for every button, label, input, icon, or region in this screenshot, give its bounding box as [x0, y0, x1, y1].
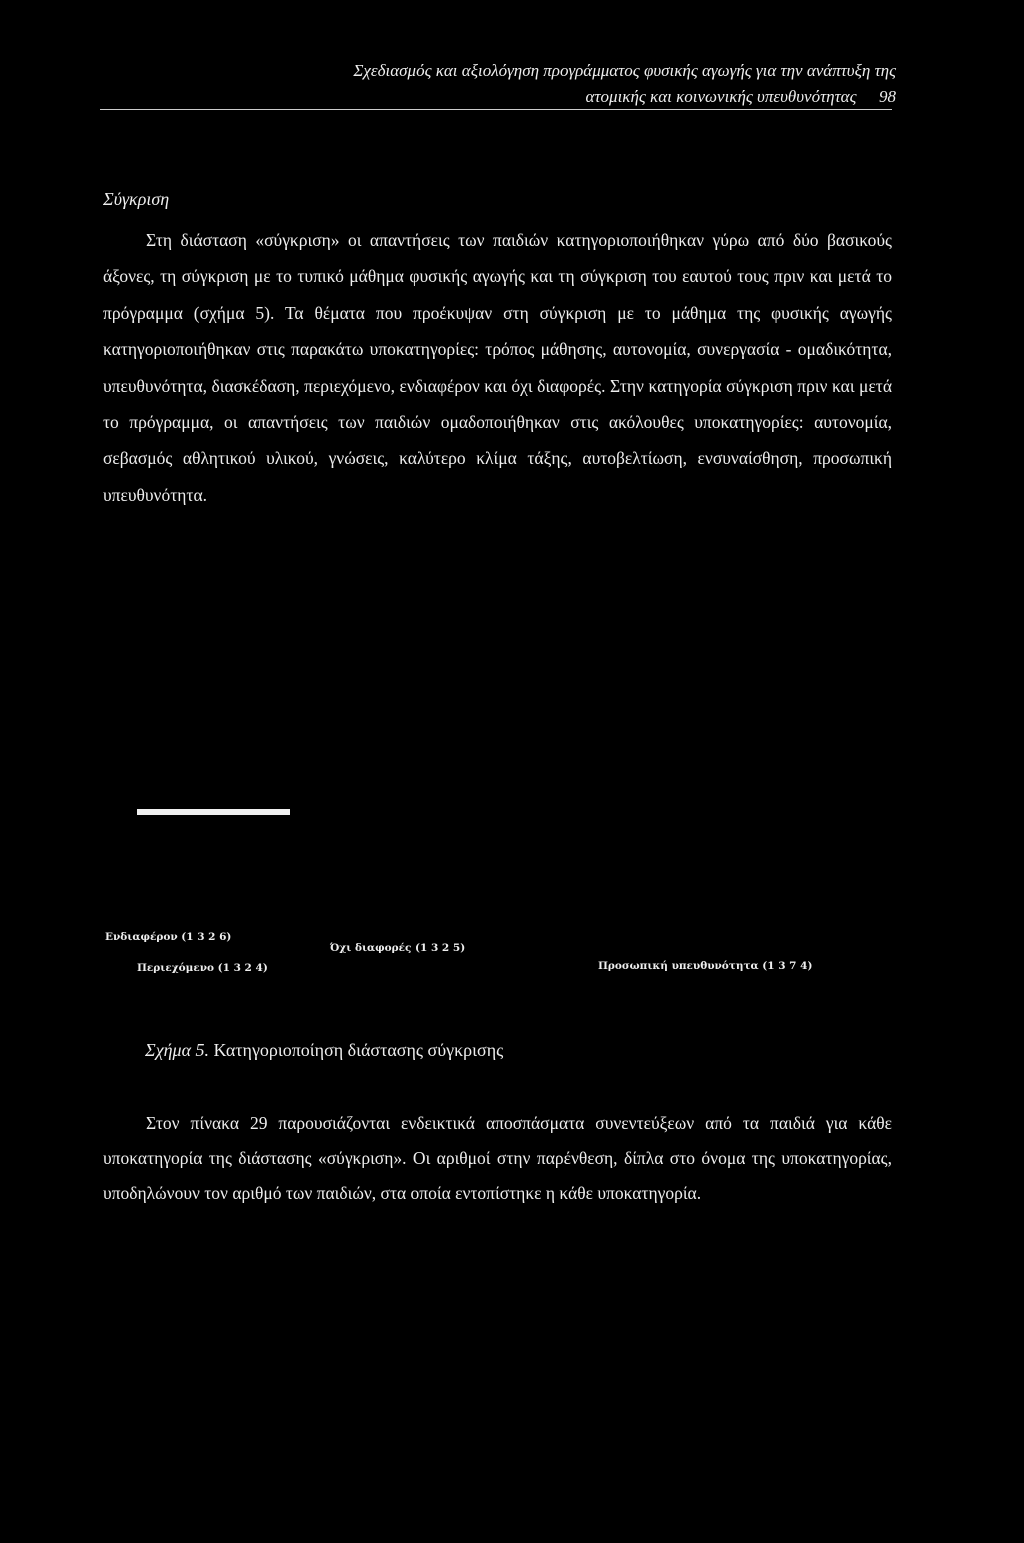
figure-bar — [137, 809, 290, 815]
figure-label-no-differences: Όχι διαφορές (1 3 2 5) — [330, 942, 466, 954]
page-number: 98 — [879, 87, 896, 106]
figure-label-personal-responsibility: Προσωπική υπευθυνότητα (1 3 7 4) — [598, 960, 813, 972]
figure-label-interest: Ενδιαφέρον (1 3 2 6) — [105, 931, 232, 943]
running-header — [100, 58, 896, 110]
section-heading: Σύγκριση — [103, 189, 170, 209]
figure-5-diagram — [100, 800, 900, 1000]
paragraph-table-29-intro: Στον πίνακα 29 παρουσιάζονται ενδεικτικά αποσπάσματα συνεντεύξεων από τα παιδιά για κάθε υποκατηγορία της διάστασης «σύγκριση». Οι αριθμοί στην παρένθεση, δίπλα στο όνομα της υποκατηγορίας, υποδηλώνουν τον αριθμό των παιδιών, στα οποία εντοπίστηκε η κάθε υποκατηγορία. — [103, 1113, 892, 1203]
figure-caption — [145, 1040, 503, 1061]
running-header-title: Σχεδιασμός και αξιολόγηση προγράμματος φυσικής αγωγής για την ανάπτυξη της — [353, 61, 896, 80]
header-rule — [100, 109, 892, 110]
running-header-subtitle-text: ατομικής και κοινωνικής υπευθυνότητας — [585, 87, 857, 106]
figure-caption-number: Σχήμα 5. — [145, 1040, 210, 1060]
figure-caption-text: Κατηγοριοποίηση διάστασης σύγκρισης — [209, 1040, 504, 1060]
running-header-subtitle — [100, 84, 896, 110]
figure-label-content: Περιεχόμενο (1 3 2 4) — [137, 962, 268, 974]
paragraph-comparison-categories: Στη διάσταση «σύγκριση» οι απαντήσεις των παιδιών κατηγοριοποιήθηκαν γύρω από δύο βασικούς άξονες, τη σύγκριση με το τυπικό μάθημα φυσικής αγωγής και τη σύγκριση του εαυτού τους πριν και μετά το πρόγραμμα (σχήμα 5). Τα θέματα που προέκυψαν στη σύγκριση με το μάθημα της φυσικής αγωγής κατηγοριοποιήθηκαν στις παρακάτω υποκατηγορίες: τρόπος μάθησης, αυτονομία, συνεργασία - ομαδικότητα, υπευθυνότητα, διασκέδαση, περιεχόμενο, ενδιαφέρον και όχι διαφορές. Στην κατηγορία σύγκριση πριν και μετά το πρόγραμμα, οι απαντήσεις των παιδιών ομαδοποιήθηκαν στις ακόλουθες υποκατηγορίες: αυτονομία, σεβασμός αθλητικού υλικού, γνώσεις, καλύτερο κλίμα τάξης, αυτοβελτίωση, ενσυναίσθηση, προσωπική υπευθυνότητα. — [103, 230, 892, 505]
